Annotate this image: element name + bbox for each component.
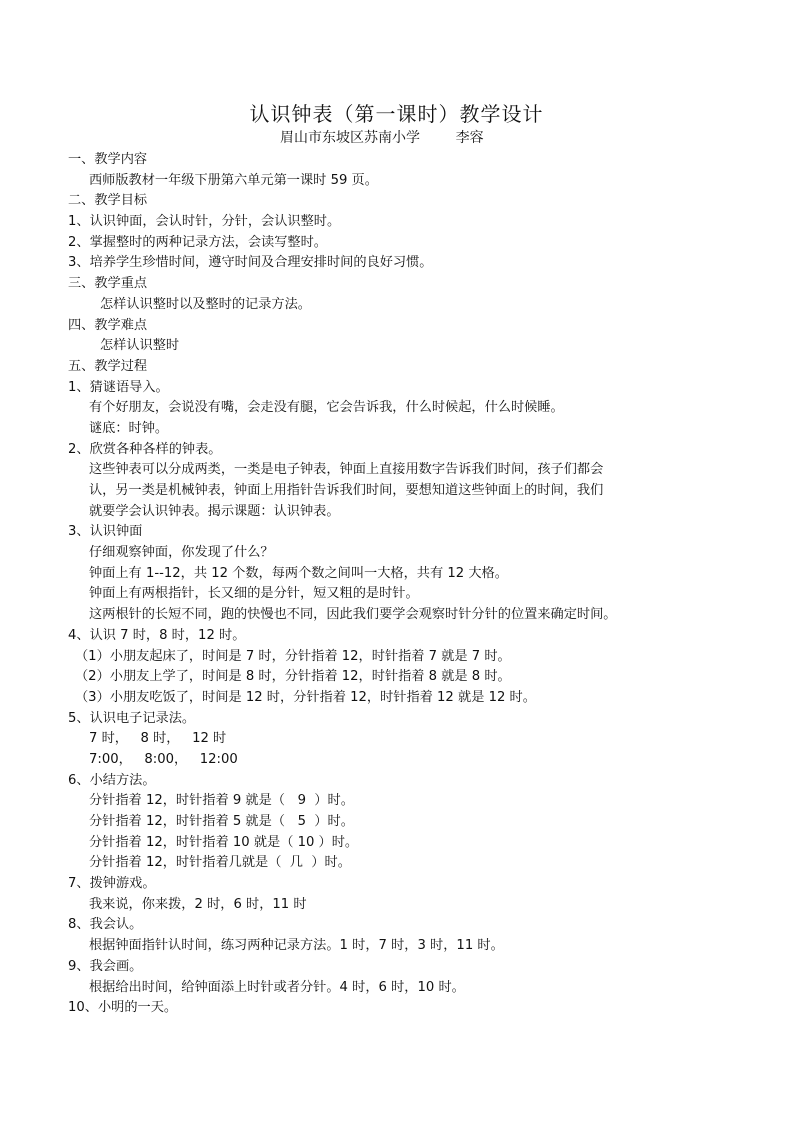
list-item: 3、培养学生珍惜时间，遵守时间及合理安排时间的良好习惯。 [68,255,433,271]
section-heading: 三、教学重点 [68,276,148,292]
list-item: 10、小明的一天。 [68,1000,178,1016]
list-item: 3、认识钟面 [68,524,143,540]
list-item: 4、认识 7 时，8 时，12 时。 [68,627,246,643]
list-item: 5、认识电子记录法。 [68,710,196,726]
paragraph-line: （3）小朋友吃饭了，时间是 12 时，分针指着 12，时针指着 12 就是 12 时。 [75,689,536,705]
paragraph-line: 根据给出时间，给钟面添上时针或者分针。4 时，6 时，10 时。 [89,979,465,995]
document-body [68,150,768,1019]
paragraph-line: 就要学会认识钟表。揭示课题：认识钟表。 [89,503,340,519]
paragraph-line: （1）小朋友起床了，时间是 7 时，分针指着 12，时针指着 7 就是 7 时。 [75,648,511,664]
paragraph-line: 有个好朋友，会说没有嘴，会走没有腿，它会告诉我，什么时候起，什么时候睡。 [89,400,564,416]
paragraph-line: 分针指着 12，时针指着 5 就是（ 5 ）时。 [89,814,354,829]
paragraph-line: 谜底：时钟。 [89,420,169,436]
paragraph-line: 钟面上有两根指针，长又细的是分针，短又粗的是时针。 [89,586,419,602]
list-item: 9、我会画。 [68,958,143,974]
list-item: 1、猜谜语导入。 [68,379,169,395]
list-item: 2、掌握整时的两种记录方法，会读写整时。 [68,234,327,250]
paragraph-line: 这两根针的长短不同，跑的快慢也不同，因此我们要学会观察时针分针的位置来确定时间。 [89,607,617,623]
list-item: 8、我会认。 [68,917,143,933]
paragraph-line: 7:00， 8:00， 12:00 [89,751,238,767]
list-item: 7、拨钟游戏。 [68,876,156,892]
paragraph-line: 分针指着 12，时针指着 10 就是（ 10 ）时。 [89,834,359,850]
paragraph-line: 仔细观察钟面，你发现了什么？ [89,545,274,561]
paragraph-line: 我来说，你来拨，2 时，6 时，11 时 [89,896,307,912]
section-heading: 二、教学目标 [68,193,148,209]
section-heading: 五、教学过程 [68,358,148,374]
paragraph-line: （2）小朋友上学了，时间是 8 时，分针指着 12，时针指着 8 就是 8 时。 [75,669,511,685]
paragraph-line: 西师版教材一年级下册第六单元第一课时 59 页。 [89,172,378,188]
paragraph-line: 这些钟表可以分成两类，一类是电子钟表，钟面上直接用数字告诉我们时间，孩子们都会 [89,462,604,478]
section-heading: 一、教学内容 [68,152,148,167]
section-heading: 四、教学难点 [68,317,148,333]
paragraph-line: 根据钟面指针认时间，练习两种记录方法。1 时，7 时，3 时，11 时。 [89,938,504,954]
paragraph-line: 分针指着 12，时针指着 9 就是（ 9 ）时。 [89,793,354,809]
list-item: 6、小结方法。 [68,772,156,788]
list-item: 1、认识钟面，会认时针，分针，会认识整时。 [68,214,341,230]
paragraph-line: 钟面上有 1--12，共 12 个数，每两个数之间叫一大格，共有 12 大格。 [89,565,508,581]
paragraph-line: 认，另一类是机械钟表，钟面上用指针告诉我们时间，要想知道这些钟面上的时间，我们 [89,483,604,498]
paragraph-line: 7 时， 8 时， 12 时 [89,731,227,747]
document-title: 认识钟表（第一课时）教学设计 [249,102,544,126]
paragraph-line: 怎样认识整时以及整时的记录方法。 [100,296,311,312]
paragraph-line: 怎样认识整时 [100,338,180,354]
list-item: 2、欣赏各种各样的钟表。 [68,441,222,457]
author-line: 眉山市东坡区苏南小学 李容 [280,130,484,146]
paragraph-line: 分针指着 12，时针指着几就是（ 几 ）时。 [89,855,351,871]
